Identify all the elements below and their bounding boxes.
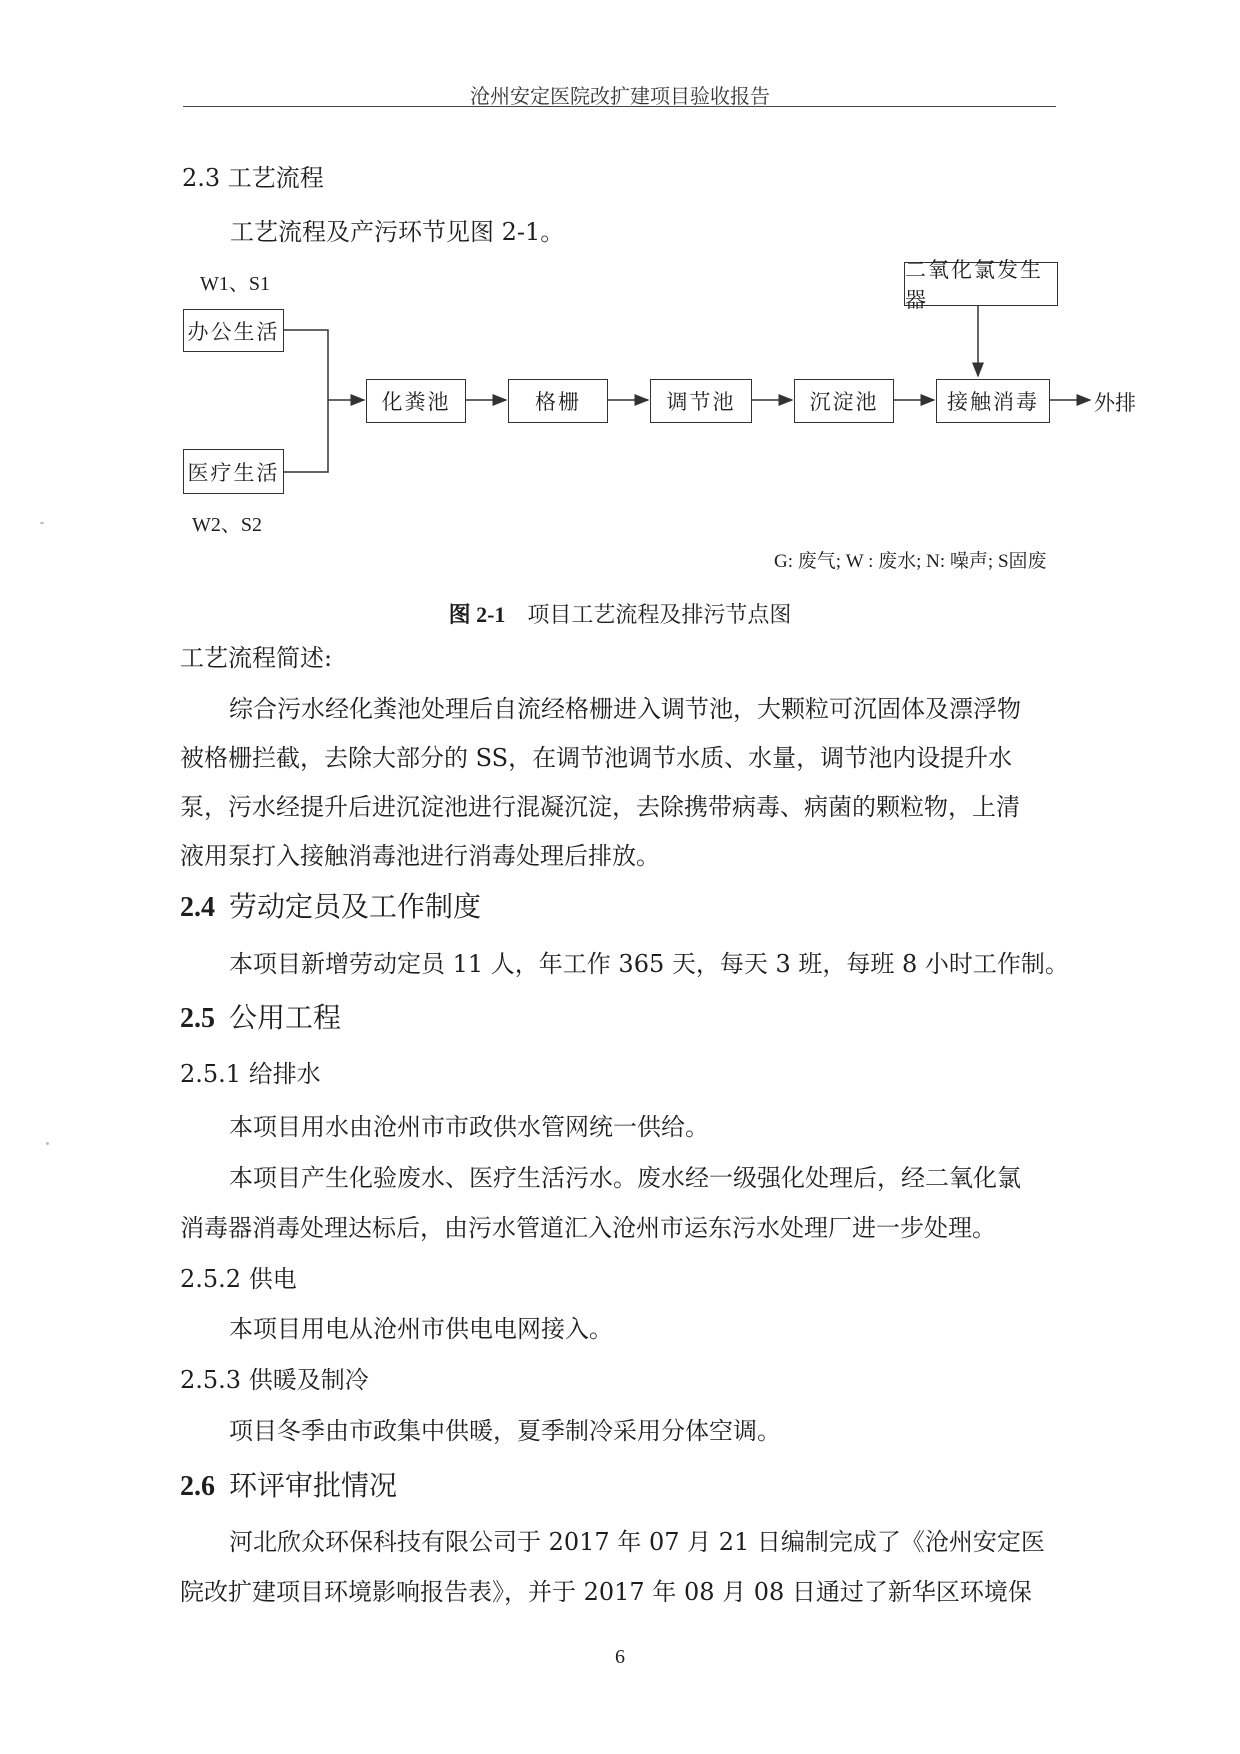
section-2-5-1-heading: 2.5.1 给排水 [180, 1060, 321, 1088]
flow-desc-line-2: 被格栅拦截，去除大部分的 SS，在调节池调节水质、水量，调节池内设提升水 [180, 744, 1013, 772]
box-grille: 格栅 [508, 379, 608, 423]
section-2-5-title: 公用工程 [229, 1001, 342, 1034]
section-2-3-heading: 2.3 工艺流程 [182, 164, 324, 192]
diagram-legend: G: 废气; W : 废水; N: 噪声; S固废 [774, 551, 1047, 572]
running-header: 沧州安定医院改扩建项目验收报告 [470, 84, 770, 108]
box-chlorine-dioxide-generator: 二氧化氯发生器 [904, 262, 1058, 306]
section-2-6-line1: 河北欣众环保科技有限公司于 2017 年 07 月 21 日编制完成了《沧州安定医 [229, 1528, 1045, 1556]
box-office-life: 办公生活 [183, 309, 284, 352]
section-2-6-heading [180, 1464, 397, 1504]
box-regulating-tank: 调节池 [650, 379, 752, 423]
section-2-5-2-heading: 2.5.2 供电 [180, 1265, 297, 1293]
outlet-label: 外排 [1094, 391, 1136, 415]
page-number: 6 [615, 1646, 625, 1668]
label-w2-s2: W2、S2 [192, 514, 262, 536]
section-2-3-intro: 工艺流程及产污环节见图 2-1。 [230, 218, 565, 246]
section-2-5-1-p1: 本项目用水由沧州市市政供水管网统一供给。 [229, 1113, 709, 1141]
flow-desc-line-1: 综合污水经化粪池处理后自流经格栅进入调节池，大颗粒可沉固体及漂浮物 [229, 695, 1021, 723]
figure-number: 图 2-1 [448, 602, 506, 627]
figure-title: 项目工艺流程及排污节点图 [527, 603, 792, 628]
section-2-4-text: 本项目新增劳动定员 11 人，年工作 365 天，每天 3 班，每班 8 小时工作制。 [229, 950, 1069, 978]
flow-desc-line-4: 液用泵打入接触消毒池进行消毒处理后排放。 [180, 842, 660, 870]
box-contact-disinfection: 接触消毒 [936, 379, 1050, 423]
section-2-6-title: 环评审批情况 [229, 1469, 398, 1502]
section-2-5-number: 2.5 [180, 1003, 215, 1034]
section-2-6-line2: 院改扩建项目环境影响报告表》，并于 2017 年 08 月 08 日通过了新华区环境保 [180, 1578, 1032, 1606]
box-medical-life: 医疗生活 [183, 449, 284, 494]
scan-speck [46, 1142, 49, 1145]
section-2-4-title: 劳动定员及工作制度 [229, 890, 482, 923]
figure-caption [0, 598, 1240, 629]
section-2-5-2-p: 本项目用电从沧州市供电电网接入。 [229, 1315, 613, 1343]
section-2-5-3-heading: 2.5.3 供暖及制冷 [180, 1366, 369, 1394]
section-2-5-3-p: 项目冬季由市政集中供暖，夏季制冷采用分体空调。 [229, 1417, 781, 1445]
label-w1-s1: W1、S1 [200, 273, 270, 295]
section-2-5-1-p2-line2: 消毒器消毒处理达标后，由污水管道汇入沧州市运东污水处理厂进一步处理。 [180, 1214, 996, 1242]
section-2-5-1-p2-line1: 本项目产生化验废水、医疗生活污水。废水经一级强化处理后，经二氧化氯 [229, 1164, 1021, 1192]
section-2-6-number: 2.6 [180, 1471, 215, 1502]
merge-line [284, 330, 328, 472]
box-septic-tank: 化粪池 [366, 379, 466, 423]
flow-desc-heading: 工艺流程简述: [180, 644, 333, 672]
box-sedimentation-tank: 沉淀池 [794, 379, 894, 423]
scan-speck [40, 522, 44, 524]
section-2-4-heading [180, 885, 481, 925]
section-2-5-heading [180, 996, 341, 1036]
section-2-4-number: 2.4 [180, 892, 215, 923]
flow-desc-line-3: 泵，污水经提升后进沉淀池进行混凝沉淀，去除携带病毒、病菌的颗粒物，上清 [180, 793, 1020, 821]
